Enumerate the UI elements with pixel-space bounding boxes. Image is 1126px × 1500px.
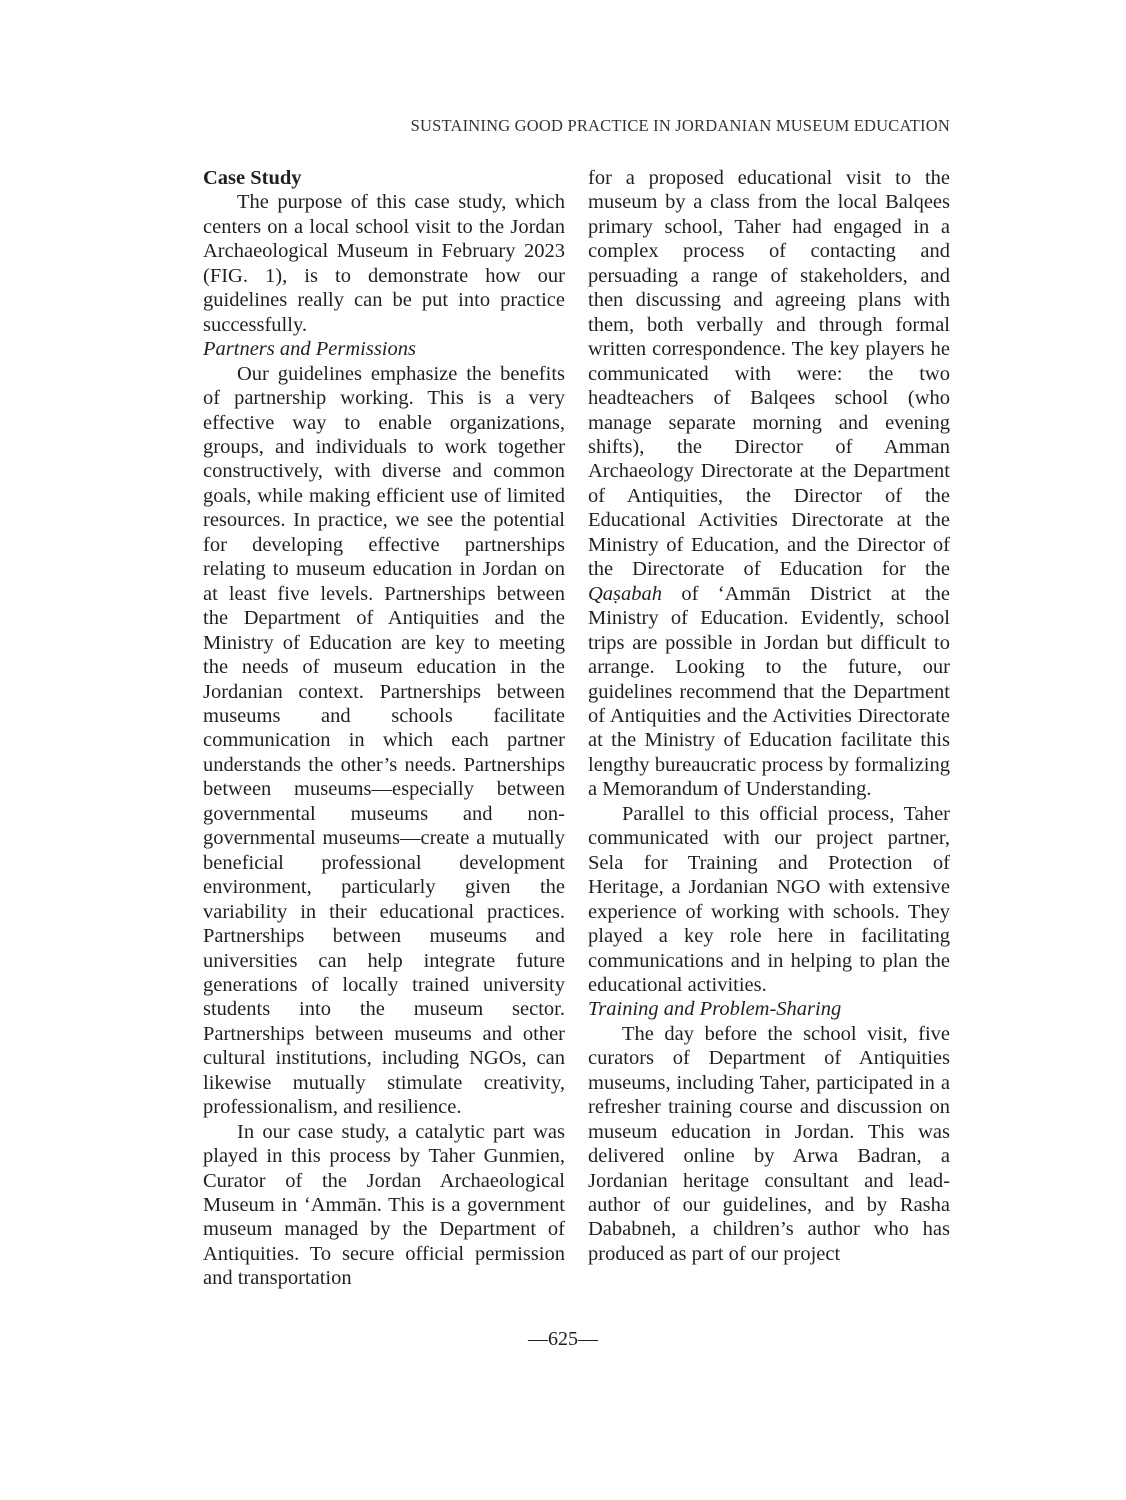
paragraph-text: of ‘Ammān District at the Ministry of Education. Evidently, school trips are possible in Jordan but difficult to arrange. Looking to the future, our guidelines recommend that the Department of Antiquities and the Activities Directorate at the Ministry of Education facilitate this lengthy bureaucratic process by formalizing a Memorandum of Understanding. (588, 582, 950, 801)
right-column (588, 166, 950, 1266)
section-heading: Case Study (203, 167, 302, 189)
paragraph-text: for a proposed educational visit to the museum by a class from the local Balqees primary school, Taher had engaged in a complex process of contacting and persuading a range of stakeholders, and then discussing and agreeing plans with them, both verbally and through formal written correspondence. The key players he communicated with were: the two headteachers of Balqees school (who manage separate morning and evening shifts), the Director of Amman Archaeology Directorate at the Department of Antiquities, the Director of the Educational Activities Directorate at the Ministry of Education, and the Director of the Directorate of Education for the (588, 167, 950, 581)
paragraph (588, 166, 950, 802)
paragraph: The day before the school visit, five curators of Department of Antiquities museums, including Taher, participated in a refresher training course and discussion on museum education in Jordan. This was delivered online by Arwa Badran, a Jordanian heritage consultant and lead-author of our guidelines, and by Rasha Dababneh, a children’s author who has produced as part of our project (588, 1022, 950, 1265)
page-number: —625— (528, 1328, 598, 1350)
paragraph: In our case study, a catalytic part was played in this process by Taher Gunmien, Curator of the Jordan Archaeological Museum in ‘Ammān. This is a government museum managed by the Department of Antiquities. To secure official permission and transportation (203, 1120, 565, 1290)
subsection-heading: Partners and Permissions (203, 338, 416, 361)
paragraph: Parallel to this official process, Taher communicated with our project partner, Sela for Training and Protection of Heritage, a Jordanian NGO with extensive experience of working with schools. They played a key role here in facilitating communications and in helping to plan the educational activities. (588, 802, 950, 996)
subsection-heading: Training and Problem-Sharing (588, 998, 842, 1021)
running-head: SUSTAINING GOOD PRACTICE IN JORDANIAN MUSEUM EDUCATION (410, 116, 950, 135)
italic-term: Qaṣabah (588, 582, 663, 605)
left-column (203, 166, 565, 1291)
paragraph: The purpose of this case study, which centers on a local school visit to the Jordan Archaeological Museum in February 2023 (FIG. 1), is to demonstrate how our guidelines really can be put into practice successfully. (203, 191, 565, 336)
paragraph: Our guidelines emphasize the benefits of partnership working. This is a very effective way to enable organizations, groups, and individuals to work together constructively, with diverse and common goals, while making efficient use of limited resources. In practice, we see the potential for developing effective partnerships relating to museum education in Jordan on at least five levels. Partnerships between the Department of Antiquities and the Ministry of Education are key to meeting the needs of museum education in the Jordanian context. Partnerships between museums and schools facilitate communication in which each partner understands the other’s needs. Partnerships between museums—especially between governmental museums and non-governmental museums—create a mutually beneficial professional development environment, particularly given the variability in their educational practices. Partnerships between museums and universities can help integrate future generations of locally trained university students into the museum sector. Partnerships between museums and other cultural institutions, including NGOs, can likewise mutually stimulate creativity, professionalism, and resilience. (203, 362, 565, 1119)
